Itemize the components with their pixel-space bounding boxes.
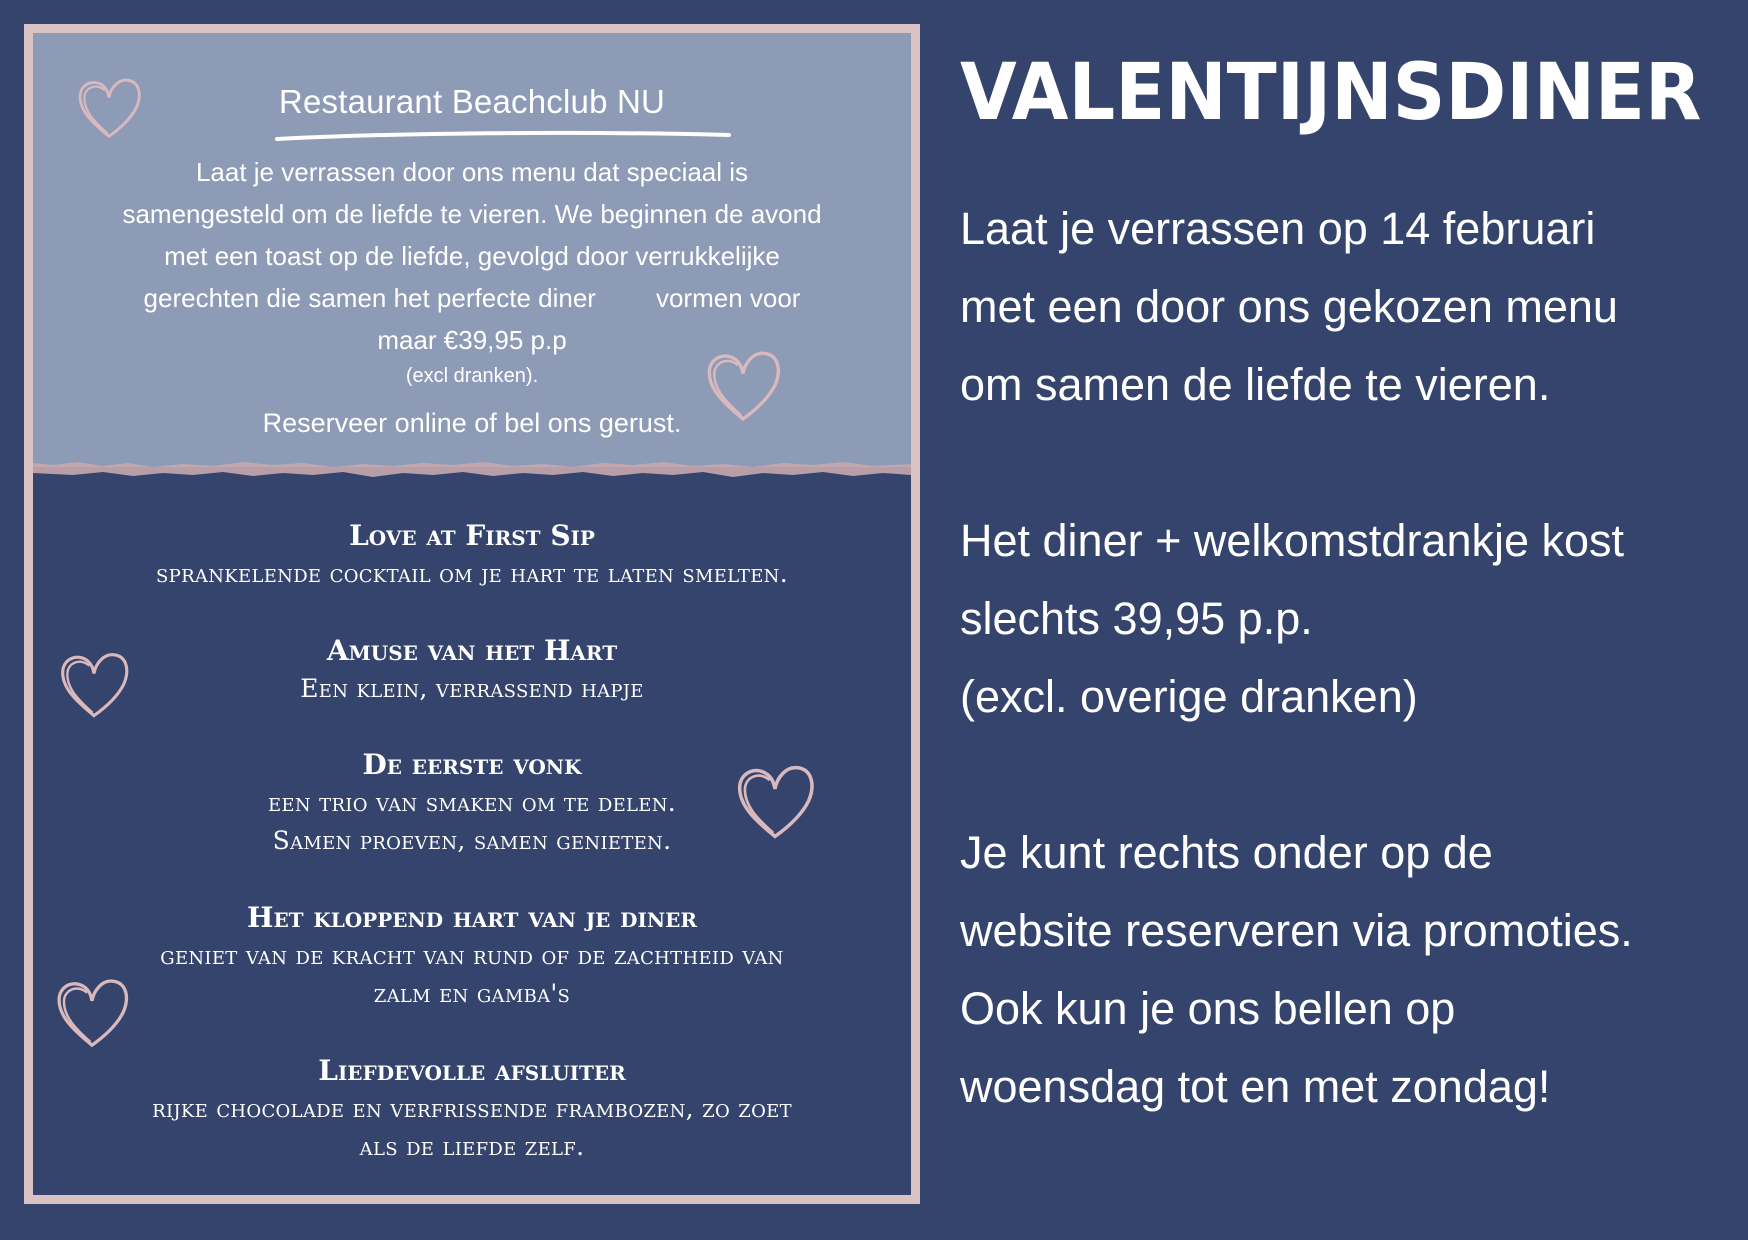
title-underline (273, 125, 733, 149)
info-line: met een door ons gekozen menu (960, 281, 1618, 332)
page-title: VALENTIJNSDINER (960, 48, 1702, 138)
heart-icon (701, 345, 785, 429)
course-item (63, 517, 881, 593)
intro-line: maar €39,95 p.p (377, 325, 567, 355)
info-line: om samen de liefde te vieren. (960, 359, 1551, 410)
course-item (63, 1052, 881, 1166)
intro-line: Laat je verrassen door ons menu dat speciaal is (195, 157, 749, 187)
intro-line: samengesteld om de liefde te vieren. We beginnen de avond (122, 199, 822, 229)
intro-text (73, 151, 871, 361)
course-item (63, 632, 881, 708)
info-line: website reserveren via promoties. (960, 905, 1633, 956)
course-name: De eerste vonk (362, 748, 582, 781)
intro-line-part: vormen voor (655, 283, 801, 313)
intro-line: met een toast op de liefde, gevolgd door verrukkelijke (164, 241, 780, 271)
course-name: Amuse van het Hart (326, 634, 618, 667)
course-desc: zalm en gamba's (373, 979, 571, 1008)
course-desc: als de liefde zelf. (359, 1132, 585, 1161)
menu-card (24, 24, 920, 1204)
course-name: Het kloppend hart van je diner (246, 901, 698, 934)
info-line: Het diner + welkomstdrankje kost (960, 515, 1625, 566)
course-desc: Samen proeven, samen genieten. (272, 826, 672, 855)
info-line: Laat je verrassen op 14 februari (960, 203, 1596, 254)
info-line: slechts 39,95 p.p. (960, 593, 1313, 644)
info-paragraph (960, 190, 1720, 424)
info-line: woensdag tot en met zondag! (960, 1061, 1551, 1112)
course-desc: geniet van de kracht van rund of de zachtheid van (160, 941, 784, 970)
course-desc: een trio van smaken om te delen. (267, 788, 677, 817)
rough-edge-divider (33, 459, 911, 483)
course-desc: sprankelende cocktail om je hart te laten smelten. (156, 559, 788, 588)
course-desc: Een klein, verrassend hapje (300, 674, 644, 703)
info-line: (excl. overige dranken) (960, 671, 1418, 722)
price-paragraph (960, 502, 1720, 736)
course-desc: rijke chocolade en verfrissende frambozen, zo zoet (152, 1094, 792, 1123)
excl-drinks-note: (excl dranken). (405, 365, 539, 387)
course-item (63, 746, 881, 860)
reservation-paragraph (960, 814, 1720, 1126)
intro-line (73, 277, 871, 319)
course-name: Liefdevolle afsluiter (318, 1054, 626, 1087)
course-name: Love at First Sip (349, 519, 595, 552)
intro-line-part: gerechten die samen het perfecte diner (143, 283, 596, 313)
restaurant-name: Restaurant Beachclub NU (278, 83, 666, 120)
course-item (63, 899, 881, 1013)
info-line: Je kunt rechts onder op de (960, 827, 1493, 878)
info-line: Ook kun je ons bellen op (960, 983, 1456, 1034)
reserve-text: Reserveer online of bel ons gerust. (262, 408, 682, 438)
heart-icon (73, 73, 145, 145)
